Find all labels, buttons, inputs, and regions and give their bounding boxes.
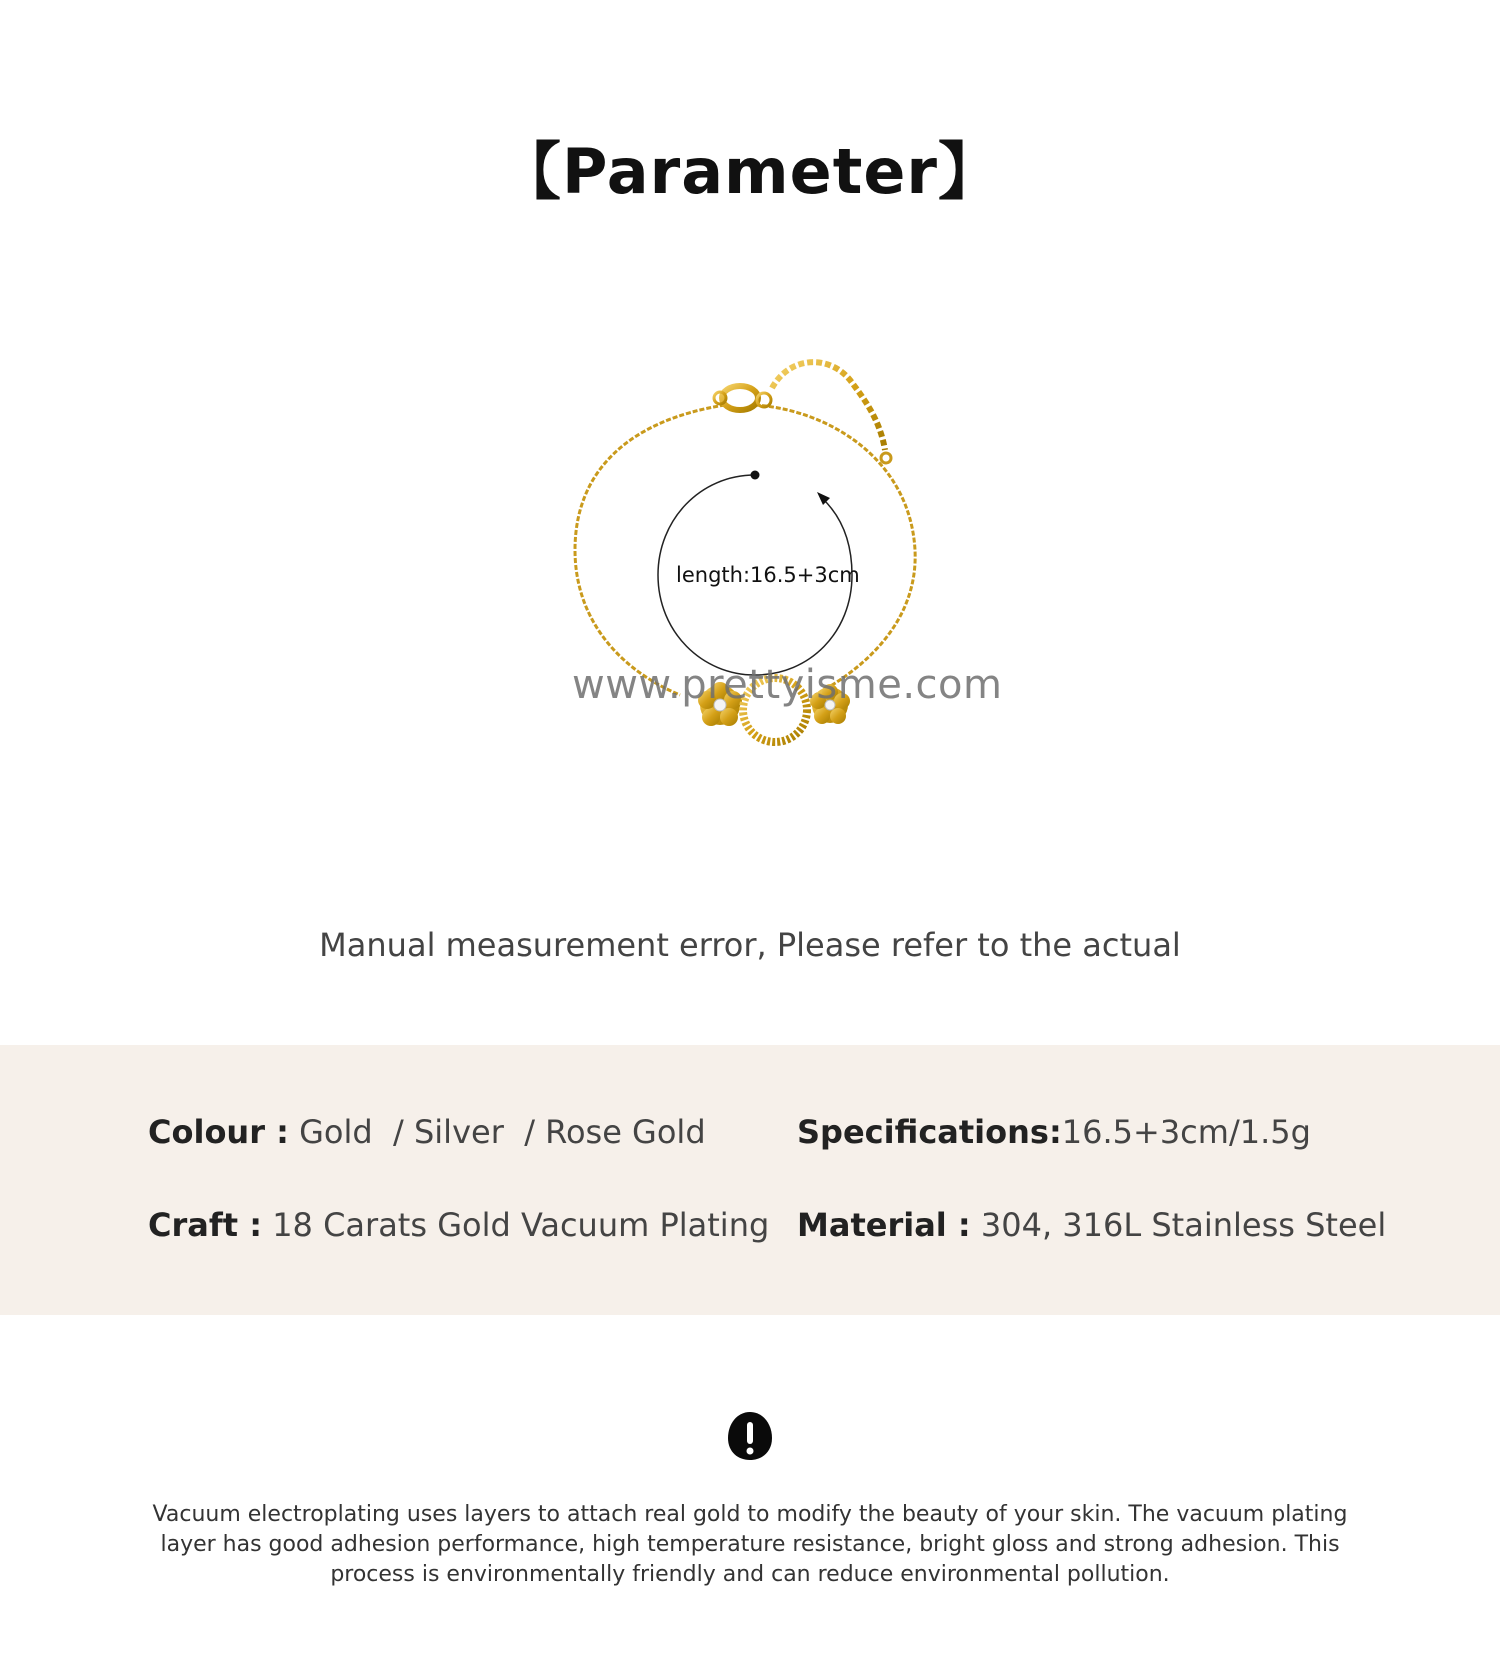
spec-colour-key: Colour : [148, 1113, 289, 1151]
watermark: www.prettyisme.com [572, 662, 1003, 708]
spec-panel [0, 1045, 1500, 1315]
measurement-note: Manual measurement error, Please refer to the actual [319, 926, 1181, 964]
spec-specifications-value: 16.5+3cm/1.5g [1061, 1113, 1311, 1151]
footer-description: Vacuum electroplating uses layers to attach real gold to modify the beauty of your skin. The vacuum plating layer has good adhesion performance, high temperature resistance, bright gloss and strong adhesion. This process is environmentally friendly and can reduce environmental pollution. [152, 1502, 1348, 1587]
spec-material-value: 304, 316L Stainless Steel [980, 1206, 1387, 1244]
length-label: length:16.5+3cm [676, 563, 860, 587]
spec-specifications [797, 1113, 1311, 1151]
spec-specifications-key: Specifications: [797, 1113, 1062, 1151]
warning-icon [725, 1410, 775, 1462]
spec-material-key: Material : [797, 1206, 971, 1244]
spec-craft [148, 1206, 769, 1244]
spec-craft-value: 18 Carats Gold Vacuum Plating [272, 1206, 770, 1244]
page-title: 【Parameter】 [499, 135, 1001, 208]
spec-colour [148, 1113, 706, 1151]
spec-material [797, 1206, 1386, 1244]
spec-colour-value: Gold / Silver / Rose Gold [299, 1113, 706, 1151]
spec-craft-key: Craft : [148, 1206, 263, 1244]
